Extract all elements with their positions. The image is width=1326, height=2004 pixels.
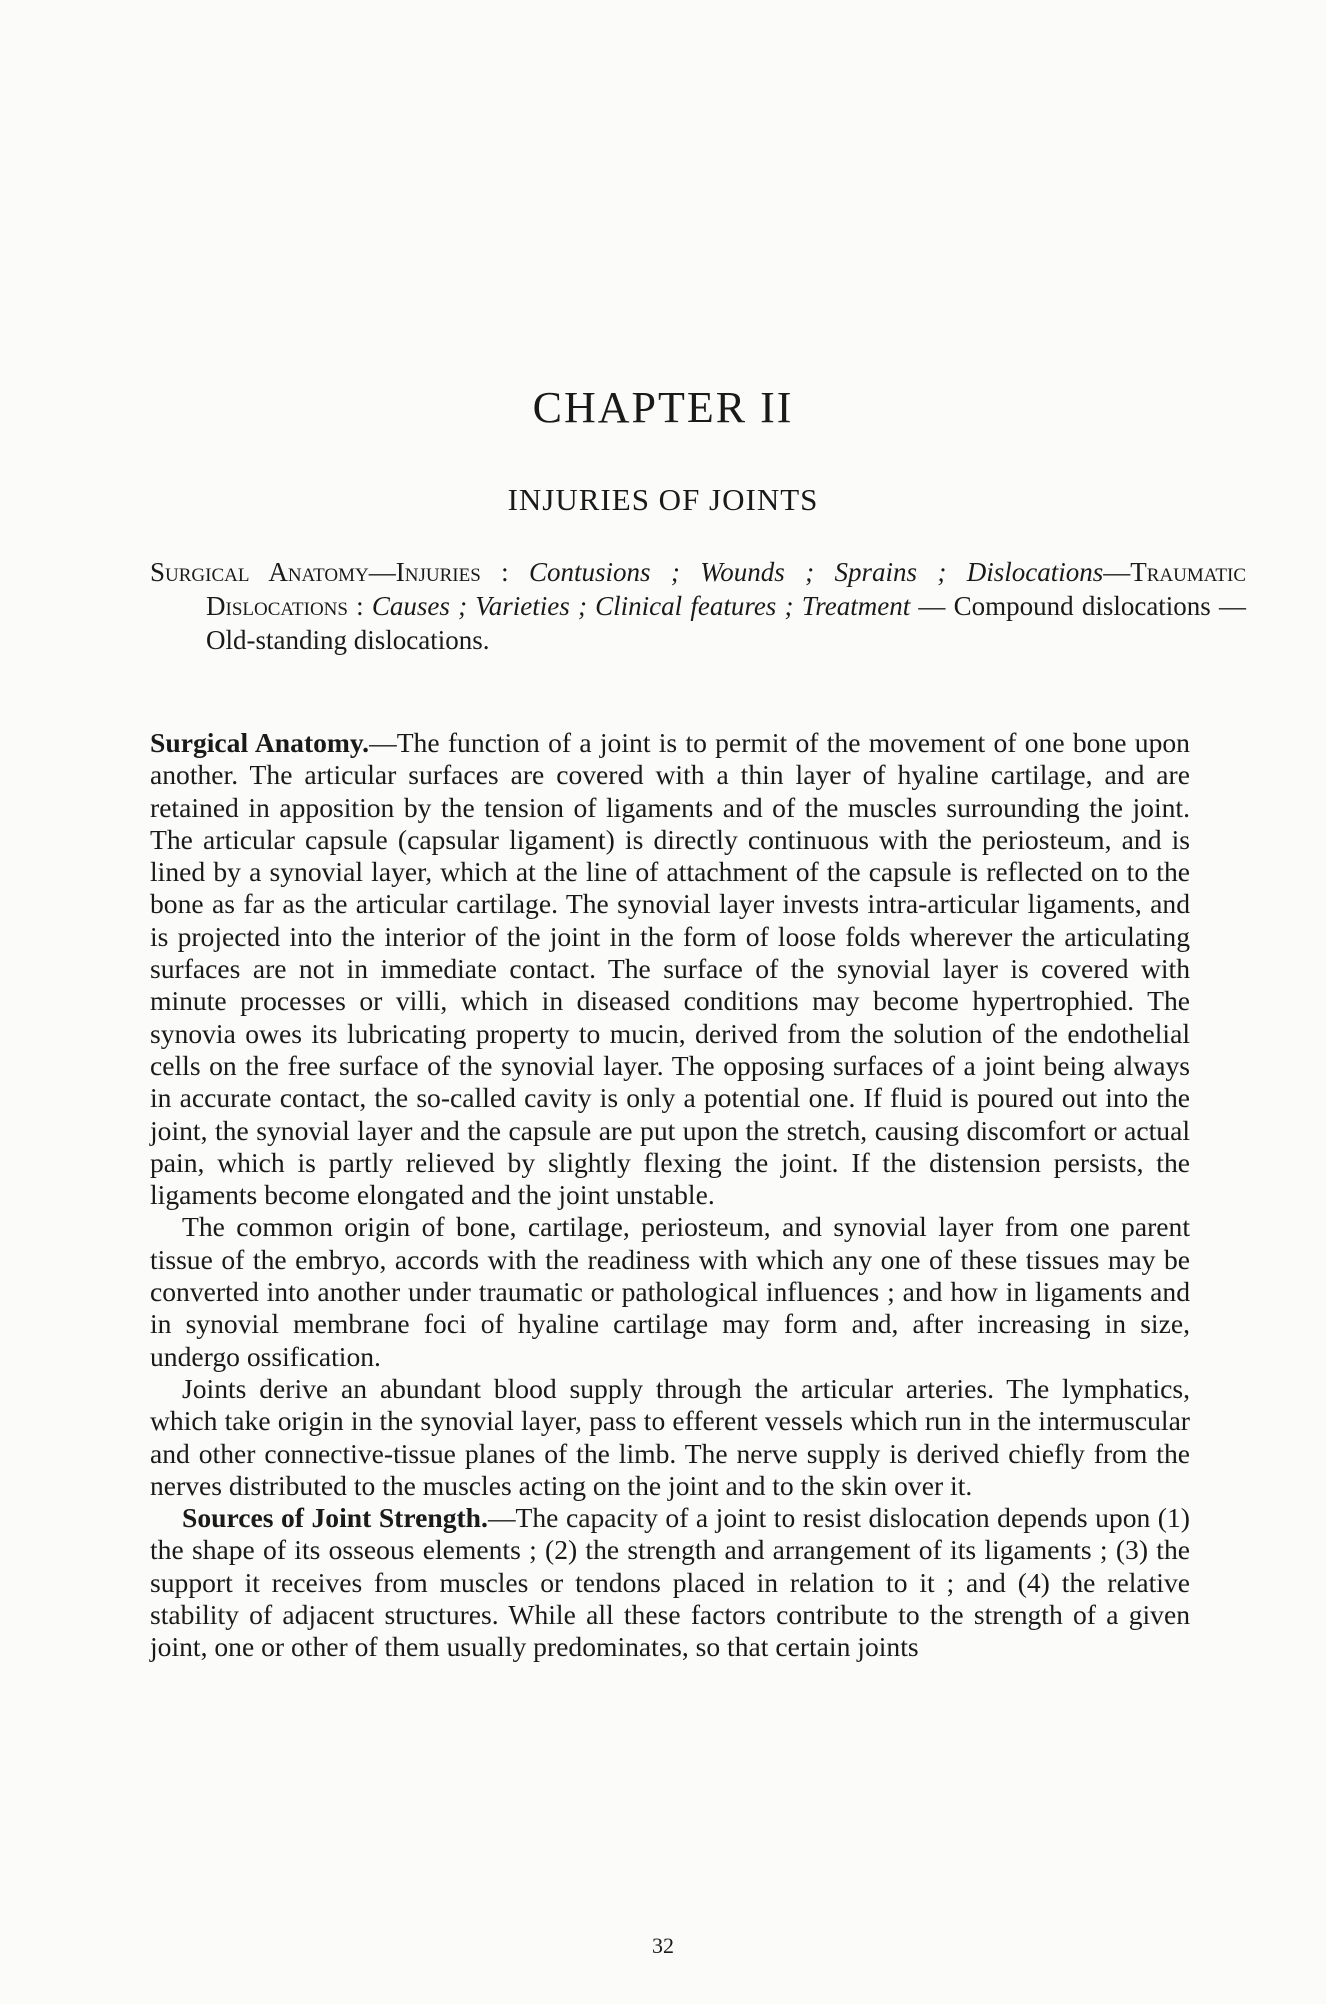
paragraph-common-origin [150,1211,1190,1372]
chapter-number: CHAPTER II [532,383,794,432]
paragraph-blood-supply [150,1373,1190,1502]
summary-part-1: Surgical Anatomy—Injuries : [150,557,509,587]
paragraph-text: Joints derive an abundant blood supply through the articular arteries. The lymphatics, which take origin in the synovial layer, pass to efferent vessels which run in the intermuscular and other connective-tissue planes of the limb. The nerve supply is derived chiefly from the nerves distributed to the muscles acting on the joint and to the skin over it. [150,1372,1190,1501]
page-number: 32 [652,1933,674,1958]
paragraph-text: —The function of a joint is to permit of the movement of one bone upon another. The articular surfaces are covered with a thin layer of hyaline cartilage, and are retained in apposition by the tension of ligaments and of the muscles surrounding the joint. The articular capsule (capsular ligament) is directly continuous with the periosteum, and is lined by a synovial layer, which at the line of attachment of the capsule is reflected on to the bone as far as the articular cartilage. The synovial layer invests intra-articular ligaments, and is projected into the interior of the joint in the form of loose folds wherever the articulating surfaces are not in immediate contact. The surface of the synovial layer is covered with minute processes or villi, which in diseased conditions may become hypertrophied. The synovia owes its lubricating property to mucin, derived from the solution of the endothelial cells on the free surface of the synovial layer. The opposing surfaces of a joint being always in accurate contact, the so-called cavity is only a potential one. If fluid is poured out into the joint, the synovial layer and the capsule are put upon the stretch, causing discomfort or actual pain, which is partly relieved by slightly flexing the joint. If the distension persists, the ligaments become elongated and the joint unstable. [150,727,1190,1211]
paragraph-text: —The capacity of a joint to resist dislocation depends upon (1) the shape of its osseous elements ; (2) the strength and arrangement of its ligaments ; (3) the support it receives from muscles or tendons placed in relation to it ; and (4) the relative stability of adjacent structures. While all these factors contribute to the strength of a given joint, one or other of them usually predominates, so that certain joints [150,1502,1190,1663]
paragraph-joint-strength [150,1502,1190,1663]
body-text [150,727,1190,1664]
chapter-title: INJURIES OF JOINTS [507,482,819,517]
summary-part-5: — Compound dislocations — Old-standing dislocations. [206,591,1247,655]
chapter-summary [150,555,1246,657]
summary-part-4: Causes ; Varieties ; Clinical features ; Treatment [371,591,911,621]
summary-part-2: Contusions ; Wounds ; Sprains ; Dislocations [529,557,1104,587]
paragraph-surgical-anatomy [150,727,1190,1211]
paragraph-lead: Surgical Anatomy. [150,727,370,758]
paragraph-text: The common origin of bone, cartilage, periosteum, and synovial layer from one parent tissue of the embryo, accords with the readiness with which any one of these tissues may be converted into another under traumatic or pathological influences ; and how in ligaments and in synovial membrane foci of hyaline cartilage may form and, after increasing in size, undergo ossification. [150,1211,1190,1372]
summary-part-3: —Traumatic Dislocations : [206,557,1247,621]
paragraph-lead: Sources of Joint Strength. [182,1502,488,1534]
